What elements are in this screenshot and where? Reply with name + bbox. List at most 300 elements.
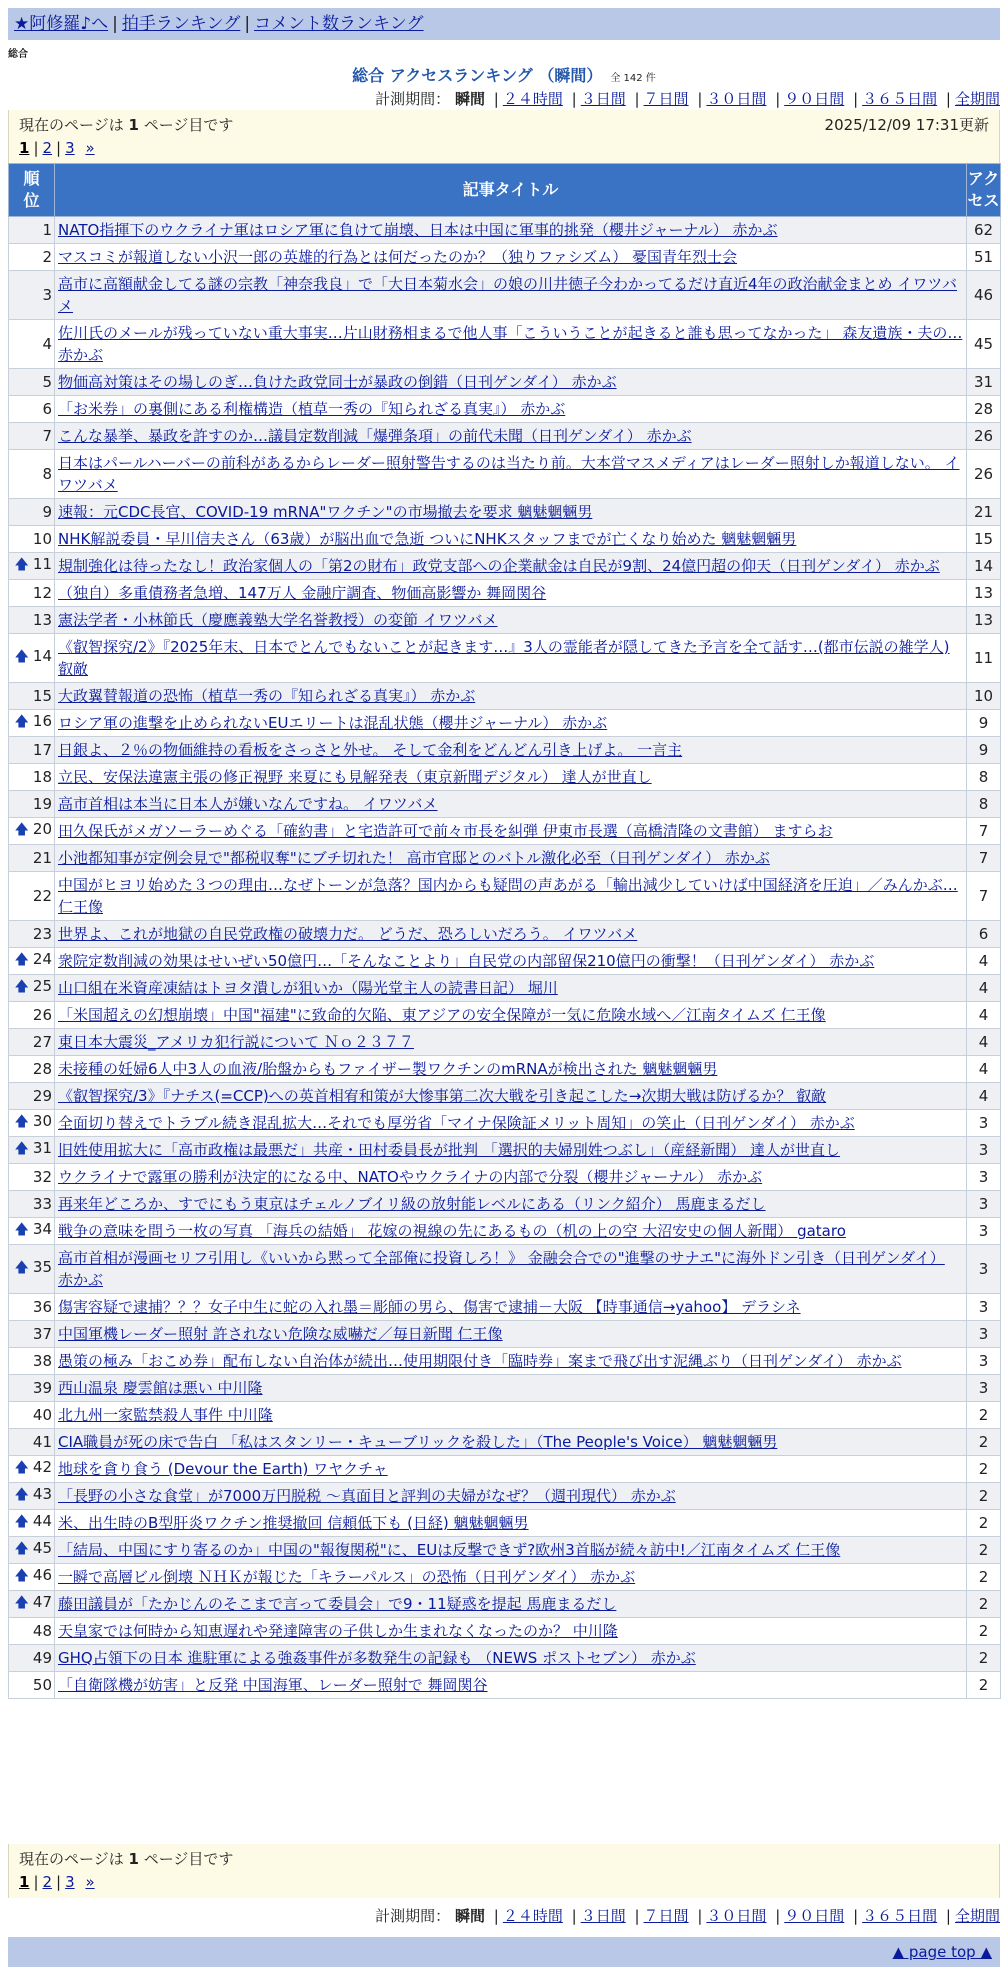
nav-separator: | xyxy=(244,14,251,34)
access-count: 31 xyxy=(967,369,1001,396)
period-link-7d[interactable]: ７日間 xyxy=(643,90,689,108)
top-nav-bar xyxy=(8,8,1000,40)
article-title-link[interactable]: 高市に高額献金してる謎の宗教「神奈我良」で「大日本菊水会」の娘の川井徳子今わかってるだけ直近4年の政治献金まとめ イワツバメ xyxy=(58,275,958,315)
access-count: 3 xyxy=(967,1348,1001,1375)
title-cell xyxy=(55,1110,967,1137)
rank-number: 18 xyxy=(32,768,52,786)
period-separator: | xyxy=(571,90,577,108)
rank-number: 41 xyxy=(32,1433,52,1451)
pager-link-2[interactable]: 2 xyxy=(42,139,53,157)
title-cell xyxy=(55,1191,967,1218)
table-row xyxy=(9,1056,1001,1083)
table-row xyxy=(9,1672,1001,1699)
article-title-link[interactable]: こんな暴挙、暴政を許すのか…議員定数削減「爆弾条項」の前代未聞（日刊ゲンダイ） 赤かぶ xyxy=(58,427,692,445)
access-count: 15 xyxy=(967,526,1001,553)
access-count: 26 xyxy=(967,423,1001,450)
table-row xyxy=(9,369,1001,396)
updated-timestamp: 2025/12/09 17:31更新 xyxy=(824,116,989,134)
arrow-up-icon: 🡅 xyxy=(14,1141,29,1157)
article-title-link[interactable]: 高市首相は本当に日本人が嫌いなんですね。 イワツバメ xyxy=(58,795,438,813)
period-label: 計測期間： xyxy=(375,90,451,108)
arrow-up-icon: 🡅 xyxy=(14,1260,29,1276)
section-label: 総合 xyxy=(8,49,28,60)
rank-cell xyxy=(9,1294,55,1321)
table-row xyxy=(9,791,1001,818)
period-link-all[interactable]: 全期間 xyxy=(954,1907,1000,1925)
total-count: 全 142 件 xyxy=(610,73,656,84)
period-separator: | xyxy=(634,1907,640,1925)
rank-number: 44 xyxy=(32,1512,52,1530)
rank-cell xyxy=(9,396,55,423)
period-link-365d[interactable]: ３６５日間 xyxy=(862,90,938,108)
rank-cell xyxy=(9,1321,55,1348)
article-title-link[interactable]: 一瞬で高層ビル倒壊 ＮＨＫが報じた「キラーパルス」の恐怖（日刊ゲンダイ） 赤かぶ xyxy=(58,1568,636,1586)
rank-cell xyxy=(9,1218,55,1245)
arrow-up-icon: 🡅 xyxy=(14,822,29,838)
rank-cell xyxy=(9,1645,55,1672)
period-separator: | xyxy=(697,90,703,108)
rank-cell xyxy=(9,580,55,607)
title-cell xyxy=(55,1402,967,1429)
rank-cell xyxy=(9,872,55,921)
period-separator: | xyxy=(493,1907,499,1925)
article-title-link[interactable]: 再来年どころか、すでにもう東京はチェルノブイリ級の放射能レベルにある（リンク紹介） 馬鹿まるだし xyxy=(58,1195,766,1213)
table-row xyxy=(9,710,1001,737)
arrow-up-icon: 🡅 xyxy=(14,1114,29,1130)
period-link-90d[interactable]: ９０日間 xyxy=(784,90,845,108)
article-title-link[interactable]: 「長野の小さな食堂」が7000万円脱税 ～真面目と評判の夫婦がなぜ？（週刊現代） 赤かぶ xyxy=(58,1487,676,1505)
rank-cell xyxy=(9,1618,55,1645)
rank-number: 23 xyxy=(32,925,52,943)
rank-number: 32 xyxy=(32,1168,52,1186)
period-link-24h[interactable]: ２４時間 xyxy=(502,1907,563,1925)
title-cell xyxy=(55,320,967,369)
article-title-link[interactable]: 西山温泉 慶雲館は悪い 中川隆 xyxy=(58,1379,263,1397)
table-row xyxy=(9,1164,1001,1191)
table-row xyxy=(9,1618,1001,1645)
table-row xyxy=(9,1029,1001,1056)
title-cell xyxy=(55,450,967,499)
rank-cell xyxy=(9,1510,55,1537)
rank-number: 4 xyxy=(42,335,52,353)
period-link-30d[interactable]: ３０日間 xyxy=(706,1907,767,1925)
access-count: 2 xyxy=(967,1564,1001,1591)
access-count: 2 xyxy=(967,1672,1001,1699)
access-count: 4 xyxy=(967,1056,1001,1083)
col-title-header: 記事タイトル xyxy=(55,164,967,217)
article-title-link[interactable]: マスコミが報道しない小沢一郎の英雄的行為とは何だったのか？（独りファシズム） 憂国青年烈士会 xyxy=(58,248,738,266)
access-count: 13 xyxy=(967,607,1001,634)
article-title-link[interactable]: 地球を貪り食う (Devour the Earth) ワヤクチャ xyxy=(58,1460,388,1478)
pager-separator: | xyxy=(56,139,62,157)
rank-cell xyxy=(9,1429,55,1456)
article-title-link[interactable]: 「自衛隊機が妨害」と反発 中国海軍、レーダー照射で 舞岡関谷 xyxy=(58,1676,488,1694)
arrow-up-icon: 🡅 xyxy=(14,979,29,995)
rank-number: 17 xyxy=(32,741,52,759)
period-separator: | xyxy=(634,90,640,108)
arrow-up-icon: 🡅 xyxy=(14,1541,29,1557)
access-count: 28 xyxy=(967,396,1001,423)
rank-cell xyxy=(9,217,55,244)
table-row xyxy=(9,1375,1001,1402)
title-cell xyxy=(55,217,967,244)
title-cell xyxy=(55,1375,967,1402)
rank-number: 47 xyxy=(32,1593,52,1611)
rank-cell xyxy=(9,764,55,791)
rank-number: 46 xyxy=(32,1566,52,1584)
article-title-link[interactable]: 「お米券」の裏側にある利権構造（植草一秀の『知られざる真実』） 赤かぶ xyxy=(58,400,566,418)
title-cell xyxy=(55,1321,967,1348)
rank-number: 26 xyxy=(32,1006,52,1024)
period-link-30d[interactable]: ３０日間 xyxy=(706,90,767,108)
table-row xyxy=(9,217,1001,244)
article-title-link[interactable]: 《叡智探究/3》『ナチス(=CCP)への英首相宥和策が大惨事第二次大戦を引き起こした→次期大戦は防げるか？ 叡敵 xyxy=(58,1087,827,1105)
access-count: 3 xyxy=(967,1321,1001,1348)
article-title-link[interactable]: 速報：元CDC長官、COVID-19 mRNA"ワクチン"の市場撤去を要求 魑魅魍魎男 xyxy=(58,503,593,521)
title-cell xyxy=(55,1294,967,1321)
access-count: 4 xyxy=(967,1029,1001,1056)
rank-number: 8 xyxy=(42,465,52,483)
page-info-line xyxy=(19,113,989,137)
article-title-link[interactable]: 物価高対策はその場しのぎ…負けた政党同士が暴政の倒錯（日刊ゲンダイ） 赤かぶ xyxy=(58,373,617,391)
table-header-row xyxy=(9,164,1001,217)
article-title-link[interactable]: 世界よ、これが地獄の自民党政権の破壊力だ。 どうだ、恐ろしいだろう。 イワツバメ xyxy=(58,925,638,943)
title-cell xyxy=(55,580,967,607)
rank-cell xyxy=(9,320,55,369)
rank-cell xyxy=(9,526,55,553)
arrow-up-icon: 🡅 xyxy=(14,1568,29,1584)
article-title-link[interactable]: NHK解説委員・早川信夫さん（63歳）が脳出血で急逝 ついにNHKスタッフまでが亡くなり始めた 魑魅魍魎男 xyxy=(58,530,797,548)
table-row xyxy=(9,1321,1001,1348)
table-row xyxy=(9,1591,1001,1618)
article-title-link[interactable]: 佐川氏のメールが残っていない重大事実…片山財務相まるで他人事「こういうことが起きると誰も思ってなかった」 森友遺族・夫の… 赤かぶ xyxy=(58,324,963,364)
rank-number: 3 xyxy=(42,286,52,304)
article-title-link[interactable]: 《叡智探究/2》『2025年末、日本でとんでもないことが起きます…』3人の霊能者が隠してきた予言を全て話す…(都市伝説の雑学人) 叡敵 xyxy=(58,638,950,678)
rank-cell xyxy=(9,1110,55,1137)
title-cell xyxy=(55,1245,967,1294)
article-title-link[interactable]: 憲法学者・小林節氏（慶應義塾大学名誉教授）の変節 イワツバメ xyxy=(58,611,498,629)
period-link-365d[interactable]: ３６５日間 xyxy=(862,1907,938,1925)
article-title-link[interactable]: 全面切り替えでトラブル続き混乱拡大…それでも厚労省「マイナ保険証メリット周知」の笑止（日刊ゲンダイ） 赤かぶ xyxy=(58,1114,855,1132)
access-count: 4 xyxy=(967,1002,1001,1029)
title-cell xyxy=(55,499,967,526)
pager-separator: | xyxy=(33,1873,39,1891)
access-count: 4 xyxy=(967,1083,1001,1110)
article-title-link[interactable]: 天皇家では何時から知恵遅れや発達障害の子供しか生まれなくなったのか？ 中川隆 xyxy=(58,1622,618,1640)
page-top-link[interactable]: ▲ page top ▲ xyxy=(892,1943,992,1961)
table-row xyxy=(9,737,1001,764)
nav-separator: | xyxy=(112,14,118,34)
title-cell xyxy=(55,1137,967,1164)
access-count: 45 xyxy=(967,320,1001,369)
access-count: 3 xyxy=(967,1218,1001,1245)
table-row xyxy=(9,396,1001,423)
title-cell xyxy=(55,948,967,975)
title-cell xyxy=(55,872,967,921)
title-cell xyxy=(55,1083,967,1110)
footer-bar xyxy=(8,1937,1000,1967)
rank-cell xyxy=(9,1672,55,1699)
title-cell xyxy=(55,975,967,1002)
arrow-up-icon: 🡅 xyxy=(14,649,29,665)
article-title-link[interactable]: 「米国超えの幻想崩壊」中国"福建"に致命的欠陥、東アジアの安全保障が一気に危険水域へ／江南タイムズ 仁王像 xyxy=(58,1006,826,1024)
period-selector-bottom xyxy=(375,1905,1000,1926)
article-title-link[interactable]: 大政翼賛報道の恐怖（植草一秀の『知られざる真実』） 赤かぶ xyxy=(58,687,476,705)
access-count: 13 xyxy=(967,580,1001,607)
pager-link-3[interactable]: 3 xyxy=(65,1873,75,1891)
access-count: 7 xyxy=(967,872,1001,921)
table-row xyxy=(9,450,1001,499)
col-rank-header: 順位 xyxy=(9,164,55,217)
title-cell xyxy=(55,1218,967,1245)
table-row xyxy=(9,1564,1001,1591)
table-row xyxy=(9,423,1001,450)
rank-cell xyxy=(9,271,55,320)
arrow-up-icon: 🡅 xyxy=(14,952,29,968)
table-row xyxy=(9,1429,1001,1456)
table-row xyxy=(9,845,1001,872)
table-row xyxy=(9,1456,1001,1483)
home-link[interactable]: ★阿修羅♪へ xyxy=(14,14,109,34)
rank-cell xyxy=(9,975,55,1002)
comment-ranking-link[interactable]: コメント数ランキング xyxy=(254,14,424,34)
title-cell xyxy=(55,791,967,818)
table-row xyxy=(9,499,1001,526)
page-info-top xyxy=(8,110,1000,163)
pager-top xyxy=(19,137,989,159)
article-title-link[interactable]: 藤田議員が「たかじんのそこまで言って委員会」で9・11疑惑を提起 馬鹿まるだし xyxy=(58,1595,617,1613)
pager-separator: | xyxy=(56,1873,62,1891)
period-link-3d[interactable]: ３日間 xyxy=(580,90,626,108)
article-title-link[interactable]: 規制強化は待ったなし！政治家個人の「第2の財布」政党支部への企業献金は自民が9割、24億円超の仰天（日刊ゲンダイ） 赤かぶ xyxy=(58,557,940,575)
pager-current: 1 xyxy=(19,139,30,157)
page-title-text: 総合 アクセスランキング （瞬間） xyxy=(352,66,603,85)
rank-number: 49 xyxy=(32,1649,52,1667)
title-cell xyxy=(55,1164,967,1191)
rank-number: 20 xyxy=(32,820,52,838)
rank-cell xyxy=(9,1002,55,1029)
period-link-all[interactable]: 全期間 xyxy=(954,90,1000,108)
pager-next-link[interactable]: » xyxy=(85,1873,95,1891)
article-title-link[interactable]: 東日本大震災_アメリカ犯行説について Ｎｏ２３７７ xyxy=(58,1033,414,1051)
article-title-link[interactable]: 「結局、中国にすり寄るのか」中国の"報復関税"に、EUは反撃できず?欧州3首脳が続々訪中!／江南タイムズ 仁王像 xyxy=(58,1541,841,1559)
rank-cell xyxy=(9,1456,55,1483)
rank-cell xyxy=(9,921,55,948)
rank-number: 33 xyxy=(32,1195,52,1213)
table-row xyxy=(9,1218,1001,1245)
table-row xyxy=(9,872,1001,921)
page-info-suffix: ページ目です xyxy=(143,1850,234,1868)
period-separator: | xyxy=(775,90,781,108)
rank-number: 25 xyxy=(32,977,52,995)
access-count: 3 xyxy=(967,1164,1001,1191)
pager-link-2[interactable]: 2 xyxy=(42,1873,53,1891)
title-cell xyxy=(55,634,967,683)
article-title-link[interactable]: 立民、安保法違憲主張の修正視野 来夏にも見解発表（東京新聞デジタル） 達人が世直し xyxy=(58,768,652,786)
rank-cell xyxy=(9,634,55,683)
rank-number: 34 xyxy=(32,1220,52,1238)
table-row xyxy=(9,975,1001,1002)
title-cell xyxy=(55,1002,967,1029)
table-row xyxy=(9,526,1001,553)
rank-cell xyxy=(9,1056,55,1083)
rank-number: 11 xyxy=(32,555,52,573)
rank-number: 35 xyxy=(32,1258,52,1276)
article-title-link[interactable]: 傷害容疑で逮捕？？？女子中生に蛇の入れ墨＝彫師の男ら、傷害で逮捕－大阪 【時事通信→yahoo】 デラシネ xyxy=(58,1298,801,1316)
table-row xyxy=(9,1137,1001,1164)
access-count: 3 xyxy=(967,1110,1001,1137)
rank-number: 31 xyxy=(32,1139,52,1157)
access-count: 14 xyxy=(967,553,1001,580)
period-link-24h[interactable]: ２４時間 xyxy=(502,90,563,108)
title-cell xyxy=(55,1564,967,1591)
rank-number: 38 xyxy=(32,1352,52,1370)
rank-cell xyxy=(9,244,55,271)
rank-cell xyxy=(9,1191,55,1218)
access-count: 51 xyxy=(967,244,1001,271)
table-row xyxy=(9,1294,1001,1321)
period-link-90d[interactable]: ９０日間 xyxy=(784,1907,845,1925)
article-title-link[interactable]: 中国軍機レーダー照射 許されない危険な威嚇だ／毎日新聞 仁王像 xyxy=(58,1325,503,1343)
rank-cell xyxy=(9,553,55,580)
article-title-link[interactable]: 田久保氏がメガソーラーめぐる「確約書」と宅造許可で前々市長を糾弾 伊東市長選（高橋清隆の文書館） ますらお xyxy=(58,822,833,840)
period-label: 計測期間： xyxy=(375,1907,451,1925)
rank-cell xyxy=(9,1245,55,1294)
title-cell xyxy=(55,1591,967,1618)
rank-number: 28 xyxy=(32,1060,52,1078)
access-count: 21 xyxy=(967,499,1001,526)
article-title-link[interactable]: GHQ占領下の日本 進駐軍による強姦事件が多数発生の記録も （NEWS ポストセブン） 赤かぶ xyxy=(58,1649,696,1667)
access-count: 2 xyxy=(967,1483,1001,1510)
period-link-7d[interactable]: ７日間 xyxy=(643,1907,689,1925)
table-row xyxy=(9,1510,1001,1537)
title-cell xyxy=(55,1348,967,1375)
article-title-link[interactable]: 山口組在米資産凍結はトヨタ潰しが狙いか（陽光堂主人の読書日記） 堀川 xyxy=(58,979,558,997)
period-separator: | xyxy=(775,1907,781,1925)
rank-number: 40 xyxy=(32,1406,52,1424)
period-separator: | xyxy=(853,90,859,108)
period-separator: | xyxy=(945,1907,951,1925)
rank-cell xyxy=(9,369,55,396)
arrow-up-icon: 🡅 xyxy=(14,1514,29,1530)
rank-cell xyxy=(9,1402,55,1429)
title-cell xyxy=(55,1029,967,1056)
article-title-link[interactable]: 愚策の極み「おこめ券」配布しない自治体が続出…使用期限付き「臨時券」案まで飛び出す泥縄ぶり（日刊ゲンダイ） 赤かぶ xyxy=(58,1352,902,1370)
access-count: 2 xyxy=(967,1456,1001,1483)
article-title-link[interactable]: 米、出生時のB型肝炎ワクチン推奨撤回 信頼低下も (日経) 魑魅魍魎男 xyxy=(58,1514,529,1532)
title-cell xyxy=(55,1672,967,1699)
article-title-link[interactable]: 未接種の妊婦6人中3人の血液/胎盤からもファイザー製ワクチンのmRNAが検出された 魑魅魍魎男 xyxy=(58,1060,718,1078)
access-count: 3 xyxy=(967,1375,1001,1402)
rank-number: 30 xyxy=(32,1112,52,1130)
article-title-link[interactable]: 衆院定数削減の効果はせいぜい50億円…「そんなことより」自民党の内部留保210億円の衝撃！（日刊ゲンダイ） 赤かぶ xyxy=(58,952,875,970)
table-row xyxy=(9,580,1001,607)
rank-cell xyxy=(9,845,55,872)
title-cell xyxy=(55,1056,967,1083)
rank-number: 9 xyxy=(42,503,52,521)
page-info-suffix: ページ目です xyxy=(143,116,234,134)
article-title-link[interactable]: 高市首相が漫画セリフ引用し《いいから黙って全部俺に投資しろ！》 金融会合での"進撃のサナエ"に海外ドン引き（日刊ゲンダイ） 赤かぶ xyxy=(58,1249,945,1289)
title-cell xyxy=(55,271,967,320)
article-title-link[interactable]: 小池都知事が定例会見で"都税収奪"にブチ切れた！ 高市官邸とのバトル激化必至（日刊ゲンダイ） 赤かぶ xyxy=(58,849,770,867)
arrow-up-icon: 🡅 xyxy=(14,714,29,730)
period-separator: | xyxy=(853,1907,859,1925)
article-title-link[interactable]: CIA職員が死の床で告白 「私はスタンリー・キューブリックを殺した」（The People's Voice） 魑魅魍魎男 xyxy=(58,1433,778,1451)
arrow-up-icon: 🡅 xyxy=(14,1222,29,1238)
rank-number: 45 xyxy=(32,1539,52,1557)
rank-number: 21 xyxy=(32,849,52,867)
table-row xyxy=(9,244,1001,271)
page-info-line xyxy=(19,1847,989,1871)
table-row xyxy=(9,1245,1001,1294)
article-title-link[interactable]: 日本はパールハーバーの前科があるからレーダー照射警告するのは当たり前。大本営マスメディアはレーダー照射しか報道しない。 イワツバメ xyxy=(58,454,960,494)
pager-next-link[interactable]: » xyxy=(85,139,95,157)
rank-number: 6 xyxy=(42,400,52,418)
article-title-link[interactable]: （独自）多重債務者急増、147万人 金融庁調査、物価高影響か 舞岡関谷 xyxy=(58,584,547,602)
access-count: 2 xyxy=(967,1591,1001,1618)
table-row xyxy=(9,921,1001,948)
period-separator: | xyxy=(493,90,499,108)
pager-link-3[interactable]: 3 xyxy=(65,139,75,157)
table-row xyxy=(9,1002,1001,1029)
title-cell xyxy=(55,1483,967,1510)
article-title-link[interactable]: 旧姓使用拡大に「高市政権は最悪だ」共産・田村委員長が批判 「選択的夫婦別姓つぶし」（産経新聞） 達人が世直し xyxy=(58,1141,841,1159)
rank-cell xyxy=(9,1137,55,1164)
title-cell xyxy=(55,369,967,396)
title-cell xyxy=(55,423,967,450)
rank-cell xyxy=(9,737,55,764)
article-title-link[interactable]: NATO指揮下のウクライナ軍はロシア軍に負けて崩壊、日本は中国に軍事的挑発（櫻井ジャーナル） 赤かぶ xyxy=(58,221,778,239)
table-row xyxy=(9,818,1001,845)
article-title-link[interactable]: ロシア軍の進撃を止められないEUエリートは混乱状態（櫻井ジャーナル） 赤かぶ xyxy=(58,714,608,732)
article-title-link[interactable]: 北九州一家監禁殺人事件 中川隆 xyxy=(58,1406,273,1424)
article-title-link[interactable]: 中国がヒヨリ始めた３つの理由…なぜトーンが急落？国内からも疑問の声あがる「輸出減少していけば中国経済を圧迫」／みんかぶ… 仁王像 xyxy=(58,876,958,916)
article-title-link[interactable]: ウクライナで露軍の勝利が決定的になる中、NATOやウクライナの内部で分裂（櫻井ジャーナル） 赤かぶ xyxy=(58,1168,763,1186)
title-cell xyxy=(55,244,967,271)
period-separator: | xyxy=(945,90,951,108)
rank-number: 36 xyxy=(32,1298,52,1316)
table-row xyxy=(9,683,1001,710)
title-cell xyxy=(55,1429,967,1456)
clap-ranking-link[interactable]: 拍手ランキング xyxy=(121,14,241,34)
period-separator: | xyxy=(571,1907,577,1925)
table-row xyxy=(9,271,1001,320)
title-cell xyxy=(55,921,967,948)
arrow-up-icon: 🡅 xyxy=(14,557,29,573)
rank-cell xyxy=(9,1164,55,1191)
access-count: 2 xyxy=(967,1510,1001,1537)
access-count: 7 xyxy=(967,845,1001,872)
article-title-link[interactable]: 戦争の意味を問う一枚の写真 「海兵の結婚」 花嫁の視線の先にあるもの（机の上の空 大沼安史の個人新聞） gataro xyxy=(58,1222,846,1240)
rank-number: 19 xyxy=(32,795,52,813)
rank-number: 14 xyxy=(32,647,52,665)
access-count: 46 xyxy=(967,271,1001,320)
rank-number: 7 xyxy=(42,427,52,445)
rank-number: 42 xyxy=(32,1458,52,1476)
rank-cell xyxy=(9,710,55,737)
rank-number: 16 xyxy=(32,712,52,730)
rank-number: 24 xyxy=(32,950,52,968)
table-row xyxy=(9,553,1001,580)
table-row xyxy=(9,1645,1001,1672)
rank-number: 2 xyxy=(42,248,52,266)
period-link-3d[interactable]: ３日間 xyxy=(580,1907,626,1925)
access-count: 10 xyxy=(967,683,1001,710)
article-title-link[interactable]: 日銀よ、２％の物価維持の看板をさっさと外せ。 そして金利をどんどん引き上げよ。 一言主 xyxy=(58,741,683,759)
table-row xyxy=(9,1483,1001,1510)
title-cell xyxy=(55,1618,967,1645)
access-count: 3 xyxy=(967,1137,1001,1164)
